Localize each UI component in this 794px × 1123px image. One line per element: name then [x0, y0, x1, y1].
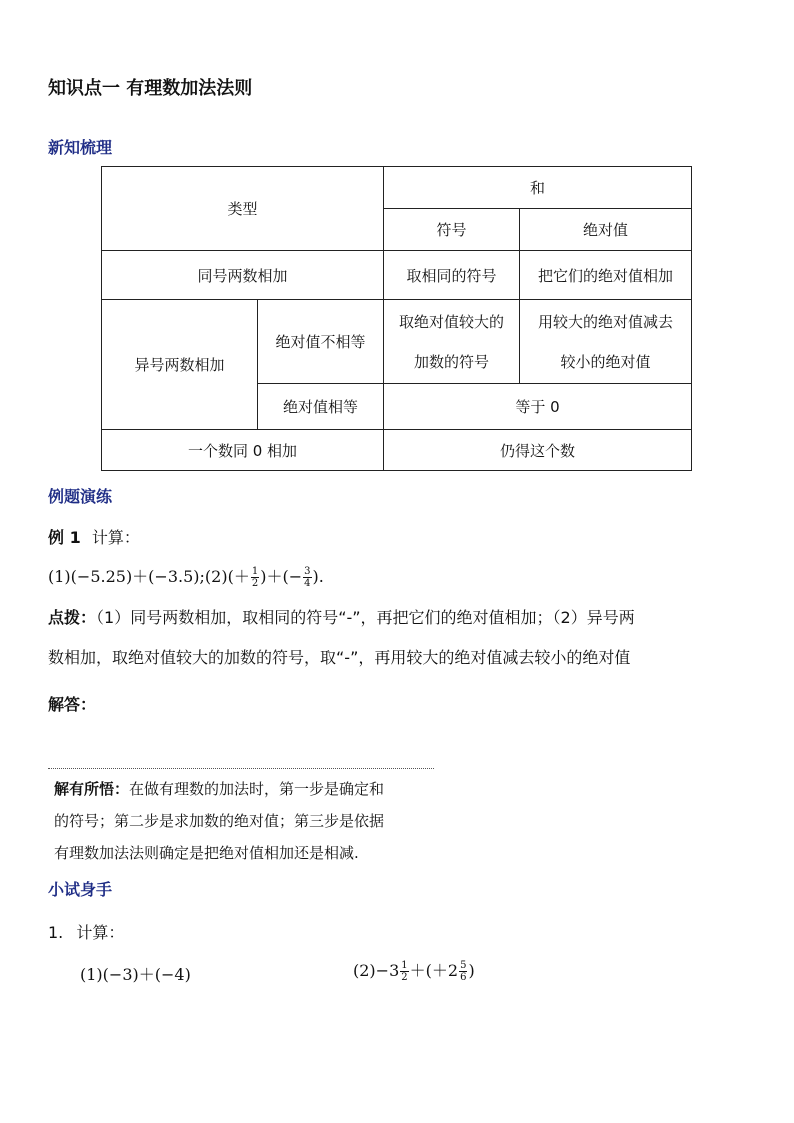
- row-abs-unequal-abs: [520, 300, 692, 384]
- fraction-one-half-mixed: $\frac{1}{2}$: [401, 960, 408, 983]
- hint-label: 点拨：: [48, 608, 97, 627]
- row-abs-unequal-sign: [384, 300, 520, 384]
- hint-line1: （1）同号两数相加，取相同的符号“-”，再把它们的绝对值相加；（2）异号两: [96, 608, 635, 627]
- insight-line2: 的符号；第二步是求加数的绝对值；第三步是依据: [54, 812, 385, 830]
- page-title: 知识点一 有理数加法法则: [48, 78, 253, 99]
- row-abs-unequal: 绝对值不相等: [258, 300, 384, 384]
- insight-box: [48, 768, 434, 865]
- example1-part2-prefix: (2)(＋: [204, 567, 250, 586]
- example1-heading: [48, 525, 140, 548]
- hint-line2: 数相加，取绝对值较大的加数的符号，取“-”，再用较大的绝对值减去较小的绝对值: [48, 648, 631, 667]
- table-header-sum: 和: [384, 167, 692, 209]
- table-header-sign: 符号: [384, 209, 520, 251]
- fraction-five-sixths-mixed: $\frac{5}{6}$: [460, 960, 467, 983]
- row-abs-equal-result: 等于 0: [384, 384, 692, 430]
- row-same-sign-sign: 取相同的符号: [384, 251, 520, 300]
- example1-part2-mid: )＋(−: [260, 567, 303, 586]
- unequal-abs-line1: 用较大的绝对值减去: [538, 312, 674, 331]
- row-add-zero-result: 仍得这个数: [384, 430, 692, 471]
- fraction-one-half: $\frac{1}{2}$: [251, 566, 259, 589]
- practice-q1-text: 计算：: [76, 923, 125, 942]
- row-same-sign-type: 同号两数相加: [102, 251, 384, 300]
- insight-line3: 有理数加法法则确定是把绝对值相加还是相减.: [54, 844, 359, 862]
- row-add-zero: 一个数同 0 相加: [102, 430, 384, 471]
- answer-label: 解答：: [48, 695, 97, 714]
- example1-instruction: 计算：: [91, 528, 140, 547]
- unequal-sign-line1: 取绝对值较大的: [399, 312, 505, 331]
- section-examples-heading: 例题演练: [48, 487, 113, 506]
- practice-part2: [353, 958, 475, 983]
- section-practice-heading: 小试身手: [48, 880, 113, 899]
- practice-q1-heading: [48, 920, 124, 943]
- section-review-heading: 新知梳理: [48, 138, 113, 157]
- practice-p2-prefix: (2)−3: [353, 961, 400, 980]
- example1-expression: [48, 564, 324, 589]
- practice-part1: (1)(−3)＋(−4): [80, 965, 191, 984]
- practice-p2-mid: ＋(＋2: [409, 961, 459, 980]
- row-same-sign-abs: 把它们的绝对值相加: [520, 251, 692, 300]
- insight-label: 解有所悟：: [54, 780, 130, 798]
- fraction-three-quarters: $\frac{3}{4}$: [304, 566, 311, 589]
- practice-p2-suffix: ): [468, 961, 475, 980]
- row-diff-sign-type: 异号两数相加: [102, 300, 258, 430]
- insight-line1: 在做有理数的加法时，第一步是确定和: [129, 780, 385, 798]
- row-abs-equal: 绝对值相等: [258, 384, 384, 430]
- example1-part1: (1)(−5.25)＋(−3.5);: [48, 567, 205, 586]
- table-header-type: 类型: [102, 167, 384, 251]
- practice-q1-label: 1.: [48, 923, 64, 942]
- example1-part2-suffix: ).: [312, 567, 324, 586]
- unequal-sign-line2: 加数的符号: [414, 352, 490, 371]
- table-header-abs: 绝对值: [520, 209, 692, 251]
- example1-label: 例 1: [48, 528, 81, 547]
- unequal-abs-line2: 较小的绝对值: [560, 352, 651, 371]
- addition-rule-table: [101, 166, 692, 471]
- example1-hint: [48, 598, 748, 678]
